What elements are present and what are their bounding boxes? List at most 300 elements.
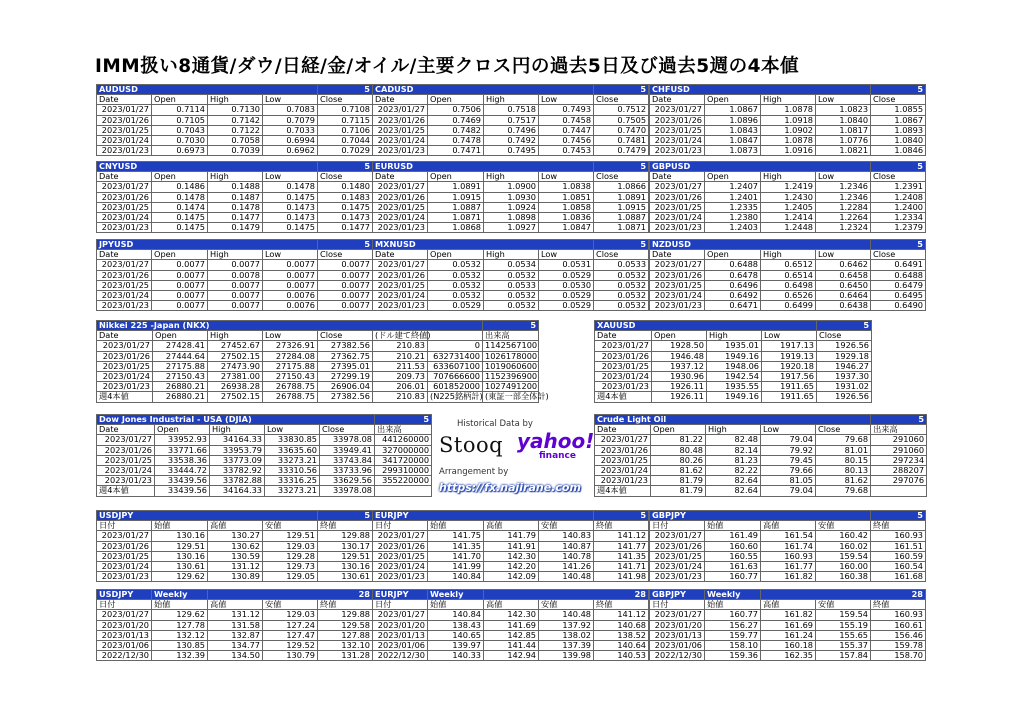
column-header: Close — [318, 95, 373, 105]
data-row — [650, 213, 926, 223]
data-cell: 2023/01/25 — [650, 551, 705, 561]
column-header: Low — [539, 95, 594, 105]
data-cell: 131.12 — [208, 610, 263, 620]
data-row — [650, 610, 926, 620]
data-cell: 1.0866 — [594, 182, 649, 192]
data-cell: 0.7033 — [263, 125, 318, 135]
data-cell: 129.51 — [318, 551, 373, 561]
column-header: 始値 — [705, 521, 761, 531]
data-cell: 161.68 — [871, 572, 926, 582]
column-header: Close — [318, 172, 373, 182]
data-cell: 2023/01/25 — [97, 361, 153, 371]
site-url[interactable]: https://fx.najirane.com — [439, 481, 581, 494]
data-cell: 0.7058 — [208, 136, 263, 146]
data-cell: 0.0529 — [539, 270, 594, 280]
data-row — [97, 551, 373, 561]
data-row — [97, 382, 539, 392]
data-cell: 141.75 — [428, 531, 484, 541]
data-cell: 633607100 — [428, 361, 483, 371]
data-cell: 1946.48 — [652, 351, 707, 361]
data-cell: 2023/01/24 — [97, 213, 152, 223]
data-cell: 27502.15 — [208, 351, 263, 361]
data-cell: 2023/01/13 — [373, 630, 428, 640]
data-cell: 2023/01/23 — [97, 146, 152, 156]
data-cell: 0.7482 — [428, 125, 484, 135]
data-cell: 140.83 — [539, 531, 594, 541]
data-cell: 140.84 — [428, 610, 484, 620]
data-cell: 2023/01/26 — [373, 541, 428, 551]
column-headers — [650, 521, 926, 531]
weekly-summary-row — [97, 486, 432, 496]
oil-table-count: 5 — [871, 415, 927, 425]
table-header — [373, 511, 649, 521]
column-header: Open — [705, 250, 761, 260]
data-cell: 0.1478 — [208, 202, 263, 212]
data-cell: 2023/01/27 — [373, 105, 428, 115]
data-row — [373, 630, 649, 640]
summary-cell: 26880.21 — [153, 392, 208, 402]
data-cell: 127.47 — [263, 630, 318, 640]
weekly-summary-row — [595, 392, 872, 402]
data-row — [373, 192, 649, 202]
data-cell: 0.1473 — [318, 213, 373, 223]
data-row — [373, 202, 649, 212]
data-row — [595, 361, 872, 371]
data-cell: 1929.18 — [817, 351, 872, 361]
column-header: 出来高 — [871, 425, 927, 435]
table-header — [650, 162, 926, 172]
data-cell: 0.7512 — [594, 105, 649, 115]
data-row — [97, 270, 373, 280]
data-cell: 161.63 — [705, 562, 761, 572]
data-row — [97, 630, 373, 640]
data-cell: 2023/01/27 — [650, 610, 705, 620]
data-cell: 141.12 — [594, 610, 649, 620]
column-headers — [595, 331, 872, 341]
data-row — [650, 280, 926, 290]
data-cell: 0.6464 — [816, 291, 871, 301]
data-cell: 1919.13 — [762, 351, 817, 361]
data-cell: 158.70 — [871, 651, 926, 661]
summary-cell: 週4本値 — [595, 486, 651, 496]
data-cell: 327000000 — [375, 445, 432, 455]
data-cell: 1949.16 — [707, 351, 762, 361]
data-cell: 0.7495 — [484, 146, 539, 156]
data-cell: 27175.88 — [263, 361, 318, 371]
data-cell: 2023/01/26 — [373, 270, 428, 280]
data-cell: 1.2419 — [761, 182, 816, 192]
fx-table-jpyusd — [96, 239, 373, 311]
data-cell: 142.30 — [484, 610, 539, 620]
data-cell: 134.77 — [208, 641, 263, 651]
data-cell: 129.62 — [152, 610, 208, 620]
fx-table-cadusd-count: 5 — [594, 85, 649, 95]
fx-table-audusd — [96, 84, 373, 156]
data-cell: 127.88 — [318, 630, 373, 640]
data-cell: 2023/01/23 — [97, 382, 153, 392]
column-header: High — [208, 172, 263, 182]
data-cell: 0.0532 — [428, 291, 484, 301]
data-cell: 130.59 — [208, 551, 263, 561]
data-cell: 0.1475 — [263, 192, 318, 202]
data-cell: 142.09 — [484, 572, 539, 582]
column-header: 高値 — [208, 600, 263, 610]
data-row — [595, 382, 872, 392]
data-cell: 161.82 — [761, 610, 816, 620]
data-cell: 80.26 — [651, 455, 706, 465]
data-cell: 0.6478 — [705, 270, 761, 280]
data-cell: 0.7469 — [428, 115, 484, 125]
data-cell: 2023/01/06 — [373, 641, 428, 651]
data-cell: 2023/01/26 — [650, 192, 705, 202]
data-cell: 155.19 — [816, 620, 871, 630]
data-row — [373, 213, 649, 223]
data-cell: 1.0843 — [705, 125, 761, 135]
data-cell: 2023/01/23 — [97, 301, 152, 311]
data-cell: 140.33 — [428, 651, 484, 661]
data-cell: 1935.55 — [707, 382, 762, 392]
data-cell: 2022/12/30 — [97, 651, 152, 661]
data-cell: 141.12 — [594, 531, 649, 541]
column-header: High — [761, 172, 816, 182]
data-cell: 0.1473 — [263, 213, 318, 223]
dow-table-symbol: Dow Jones Industrial - USA (DJIA) — [97, 415, 375, 425]
data-cell: 2023/01/24 — [97, 466, 155, 476]
data-cell: 81.62 — [651, 466, 706, 476]
column-headers — [97, 600, 373, 610]
data-cell: 141.79 — [484, 531, 539, 541]
data-cell: 2023/01/06 — [97, 641, 152, 651]
jpy-weekly-table-usdjpy-period-label: Weekly — [152, 590, 208, 600]
column-header: Date — [650, 172, 705, 182]
fx-table-chfusd — [649, 84, 926, 156]
data-cell: 1.2335 — [705, 202, 761, 212]
data-cell: 2023/01/25 — [373, 551, 428, 561]
data-cell: 0.0077 — [152, 301, 208, 311]
data-cell: 129.03 — [263, 541, 318, 551]
data-cell: 27362.75 — [318, 351, 373, 361]
data-cell: 0.0077 — [318, 301, 373, 311]
data-cell: 1917.13 — [762, 341, 817, 351]
data-cell: 291060 — [871, 435, 927, 445]
data-cell: 141.70 — [428, 551, 484, 561]
data-cell: 161.24 — [761, 630, 816, 640]
data-cell: 2023/01/26 — [650, 541, 705, 551]
data-cell: 0.0077 — [318, 280, 373, 290]
jpy-weekly-table-usdjpy-symbol: USDJPY — [97, 590, 152, 600]
column-headers — [373, 250, 649, 260]
data-row — [97, 291, 373, 301]
data-cell: 81.01 — [816, 445, 871, 455]
data-cell: 0.7470 — [594, 125, 649, 135]
data-cell: 441260000 — [375, 435, 432, 445]
data-cell: 0.0077 — [263, 270, 318, 280]
data-cell: 1920.18 — [762, 361, 817, 371]
fx-table-jpyusd-symbol: JPYUSD — [97, 240, 318, 250]
data-cell: 155.37 — [816, 641, 871, 651]
data-cell: 2023/01/24 — [595, 372, 652, 382]
summary-cell: 1926.11 — [652, 392, 707, 402]
data-row — [97, 202, 373, 212]
column-header: Low — [762, 331, 817, 341]
column-headers — [650, 172, 926, 182]
column-header: Date — [595, 331, 652, 341]
data-cell: 26938.28 — [208, 382, 263, 392]
data-cell: 2023/01/26 — [97, 192, 152, 202]
summary-cell: 週4本値 — [97, 486, 155, 496]
data-cell: 160.38 — [816, 572, 871, 582]
data-cell: 2023/01/23 — [373, 572, 428, 582]
data-cell: 0.6479 — [871, 280, 926, 290]
table-header — [97, 85, 373, 95]
data-cell: 297234 — [871, 455, 927, 465]
data-row — [97, 192, 373, 202]
data-cell: 160.93 — [871, 531, 926, 541]
data-row — [650, 192, 926, 202]
data-row — [373, 572, 649, 582]
data-cell: 0.7030 — [152, 136, 208, 146]
data-cell: 81.05 — [761, 476, 816, 486]
data-cell: 1.0846 — [871, 146, 926, 156]
data-cell: 2023/01/23 — [373, 223, 428, 233]
data-cell: 2023/01/27 — [97, 531, 152, 541]
data-cell: 34164.33 — [210, 435, 265, 445]
data-cell: 2023/01/24 — [373, 562, 428, 572]
column-header: 安値 — [539, 521, 594, 531]
data-cell: 161.69 — [761, 620, 816, 630]
data-cell: 0.7130 — [208, 105, 263, 115]
data-cell: 81.22 — [651, 435, 706, 445]
column-headers — [97, 425, 432, 435]
column-header: 終値 — [871, 600, 926, 610]
data-cell: 2023/01/24 — [97, 136, 152, 146]
data-cell: 2023/01/27 — [373, 531, 428, 541]
data-cell: 0.6458 — [816, 270, 871, 280]
data-cell: 1.0867 — [705, 105, 761, 115]
column-header: Close — [816, 425, 871, 435]
data-cell: 1937.12 — [652, 361, 707, 371]
data-cell: 2023/01/23 — [650, 572, 705, 582]
data-cell: 81.62 — [816, 476, 871, 486]
data-cell: 0.1479 — [208, 223, 263, 233]
data-row — [650, 291, 926, 301]
data-cell: 1.2405 — [761, 202, 816, 212]
data-cell: 0.1475 — [152, 223, 208, 233]
yahoo-logo: yahoo! — [517, 429, 595, 453]
column-header: Low — [263, 331, 318, 341]
data-cell: 2023/01/26 — [650, 270, 705, 280]
column-header: 安値 — [263, 521, 318, 531]
data-cell: 0.6512 — [761, 260, 816, 270]
data-row — [650, 136, 926, 146]
column-header: Date — [97, 95, 152, 105]
data-cell: 0.0077 — [152, 270, 208, 280]
data-cell: 1.0878 — [761, 105, 816, 115]
data-cell: 2023/01/27 — [97, 610, 152, 620]
data-cell: 130.16 — [318, 562, 373, 572]
column-headers — [595, 425, 927, 435]
data-cell: 161.74 — [761, 541, 816, 551]
gold-table-count: 5 — [817, 321, 872, 331]
data-cell: 1928.50 — [652, 341, 707, 351]
fx-table-mxnusd-count: 5 — [594, 240, 649, 250]
data-cell: 160.77 — [705, 572, 761, 582]
data-cell: 2023/01/27 — [97, 105, 152, 115]
data-row — [373, 136, 649, 146]
data-cell: 2023/01/23 — [650, 223, 705, 233]
data-cell: 2023/01/24 — [650, 562, 705, 572]
data-cell: 158.10 — [705, 641, 761, 651]
data-cell: 130.16 — [152, 531, 208, 541]
data-cell: 2023/01/24 — [97, 291, 152, 301]
data-row — [97, 341, 539, 351]
data-cell: 1.0930 — [484, 192, 539, 202]
data-cell: 0.1478 — [263, 182, 318, 192]
data-cell: 0.7479 — [594, 146, 649, 156]
column-header: 終値 — [871, 521, 926, 531]
data-cell: 27150.43 — [153, 372, 208, 382]
data-cell: 33439.56 — [155, 476, 210, 486]
data-cell: 33316.25 — [265, 476, 320, 486]
data-cell: 2023/01/27 — [97, 435, 155, 445]
data-cell: 79.66 — [761, 466, 816, 476]
data-cell: 0.6488 — [871, 270, 926, 280]
data-cell: 140.87 — [539, 541, 594, 551]
data-cell: 1935.01 — [707, 341, 762, 351]
jpy-daily-table-gbpjpy-count: 5 — [871, 511, 926, 521]
table-header — [373, 240, 649, 250]
data-row — [373, 531, 649, 541]
column-header: High — [707, 331, 762, 341]
data-cell: 79.04 — [761, 435, 816, 445]
fx-table-chfusd-symbol: CHFUSD — [650, 85, 871, 95]
data-cell: 1.0927 — [484, 223, 539, 233]
data-row — [97, 115, 373, 125]
data-cell: 140.84 — [428, 572, 484, 582]
column-header: 出来高 — [483, 331, 539, 341]
column-header: High — [210, 425, 265, 435]
data-cell: 2023/01/27 — [97, 260, 152, 270]
data-cell: 33444.72 — [155, 466, 210, 476]
data-row — [97, 351, 539, 361]
summary-cell: 33978.08 — [320, 486, 375, 496]
data-cell: 1.0915 — [428, 192, 484, 202]
data-cell: 1.0847 — [539, 223, 594, 233]
data-cell: 161.77 — [761, 562, 816, 572]
data-row — [650, 630, 926, 640]
data-cell: 33733.96 — [320, 466, 375, 476]
column-header: High — [208, 95, 263, 105]
data-cell: 79.68 — [816, 435, 871, 445]
data-cell: 27444.64 — [153, 351, 208, 361]
data-cell: 0.1487 — [208, 192, 263, 202]
data-cell: 156.27 — [705, 620, 761, 630]
table-header — [650, 85, 926, 95]
data-row — [97, 620, 373, 630]
data-cell: 129.52 — [263, 641, 318, 651]
data-row — [373, 223, 649, 233]
data-cell: 82.48 — [706, 435, 761, 445]
fx-table-audusd-symbol: AUDUSD — [97, 85, 318, 95]
data-cell: 140.48 — [539, 572, 594, 582]
data-cell: 2023/01/25 — [373, 280, 428, 290]
fx-table-cnyusd — [96, 161, 373, 233]
data-cell: 0.1475 — [152, 213, 208, 223]
summary-cell: 33273.21 — [265, 486, 320, 496]
data-cell: 2023/01/25 — [97, 455, 155, 465]
column-header: Date — [373, 250, 428, 260]
data-cell: 1.0840 — [816, 115, 871, 125]
historical-data-label: Historical Data by — [457, 419, 533, 429]
jpy-daily-table-usdjpy — [96, 510, 373, 582]
data-cell: 2023/01/20 — [650, 620, 705, 630]
data-cell: 0.6973 — [152, 146, 208, 156]
data-row — [97, 541, 373, 551]
data-cell: 27382.56 — [318, 341, 373, 351]
data-cell: 211.53 — [373, 361, 428, 371]
data-row — [97, 572, 373, 582]
credit-box — [435, 415, 595, 500]
data-cell: 1026178000 — [483, 351, 539, 361]
data-cell: 160.02 — [816, 541, 871, 551]
data-cell: 27284.08 — [263, 351, 318, 361]
data-cell: 0.0532 — [594, 301, 649, 311]
data-cell: 0.7506 — [428, 105, 484, 115]
data-row — [650, 115, 926, 125]
fx-table-cadusd-symbol: CADUSD — [373, 85, 594, 95]
data-row — [97, 372, 539, 382]
data-cell: 138.02 — [539, 630, 594, 640]
column-header: Open — [152, 250, 208, 260]
data-cell: 138.43 — [428, 620, 484, 630]
data-cell: 129.58 — [318, 620, 373, 630]
data-row — [97, 445, 432, 455]
table-header — [97, 511, 373, 521]
data-cell: 155.65 — [816, 630, 871, 640]
data-cell: 1.0821 — [816, 146, 871, 156]
data-cell: 127.78 — [152, 620, 208, 630]
data-cell: 0.7496 — [484, 125, 539, 135]
fx-table-nzdusd-symbol: NZDUSD — [650, 240, 871, 250]
column-headers — [373, 521, 649, 531]
data-cell: 2023/01/24 — [373, 136, 428, 146]
data-cell: 1.2334 — [871, 213, 926, 223]
data-cell: 27175.88 — [153, 361, 208, 371]
column-header: 終値 — [318, 521, 373, 531]
data-row — [97, 301, 373, 311]
data-cell: 0.7458 — [539, 115, 594, 125]
data-cell: 0.7079 — [263, 115, 318, 125]
data-cell: 1.0918 — [761, 115, 816, 125]
data-cell: 2023/01/20 — [97, 620, 152, 630]
data-cell: 134.50 — [208, 651, 263, 661]
data-cell: 33830.85 — [265, 435, 320, 445]
data-cell: 1.0887 — [428, 202, 484, 212]
data-cell: 209.73 — [373, 372, 428, 382]
data-cell: 130.62 — [208, 541, 263, 551]
column-header: High — [208, 331, 263, 341]
data-cell: 0.0532 — [428, 280, 484, 290]
column-header: Close — [871, 95, 926, 105]
data-cell: 707666600 — [428, 372, 483, 382]
data-row — [650, 182, 926, 192]
column-header: Open — [428, 95, 484, 105]
data-cell: 79.45 — [761, 455, 816, 465]
data-cell: 129.28 — [263, 551, 318, 561]
data-cell: 33629.56 — [320, 476, 375, 486]
summary-cell: 33439.56 — [155, 486, 210, 496]
summary-cell: 79.04 — [761, 486, 816, 496]
